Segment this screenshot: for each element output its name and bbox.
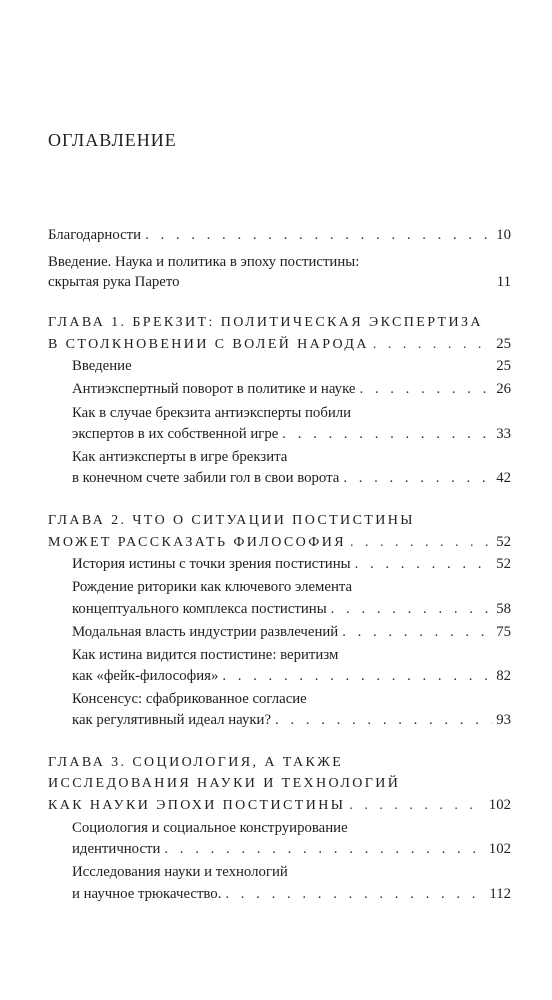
toc-section-text: Исследования науки и технологий [72,864,288,880]
dot-leader [342,622,492,642]
toc-section-text: как «фейк-философия» [72,668,219,684]
toc-entry-introduction-cont [48,272,511,292]
toc-section [72,622,511,642]
toc-page-number: 25 [496,358,511,374]
toc-section-cont [72,839,511,859]
toc-section [72,862,511,882]
toc-section-cont [72,710,511,730]
dot-leader [350,533,492,553]
dot-leader [145,225,492,245]
toc-section-cont [72,884,511,904]
toc-page-number: 33 [496,426,511,442]
toc-entry-acknowledgements [48,225,511,245]
toc-section-cont [72,666,511,686]
toc-page-number: 75 [496,624,511,640]
chapter-3-heading-cont [48,795,511,816]
toc-section [72,447,511,467]
dot-leader [349,796,484,816]
chapter-1-heading-cont [48,334,511,355]
chapter-title: ИССЛЕДОВАНИЯ НАУКИ И ТЕХНОЛОГИЙ [48,776,401,791]
chapter-3-heading-cont [48,774,511,794]
toc-section [72,818,511,838]
chapter-title: ГЛАВА 1. БРЕКЗИТ: ПОЛИТИЧЕСКАЯ ЭКСПЕРТИЗА [48,315,483,330]
toc-page-number: 10 [496,227,511,243]
toc-section-text: Рождение риторики как ключевого элемента [72,579,353,595]
dot-leader [355,554,493,574]
toc-entry-text: Благодарности [48,227,142,243]
toc-section [72,379,511,399]
toc-section-text: как регулятивный идеал науки? [72,712,272,728]
toc-page-number: 58 [496,601,511,617]
toc-section-text: Антиэкспертный поворот в политике и науке [72,381,356,397]
chapter-2-heading-cont [48,532,511,553]
toc-section-text: Консенсус: сфабрикованное согласие [72,691,307,707]
dot-leader [164,839,484,859]
toc-section-text: и научное трюкачество. [72,886,222,902]
toc-page-number: 52 [496,534,511,550]
toc-page-number: 102 [488,797,511,813]
dot-leader [222,666,492,686]
toc-section-text: в конечном счете забили гол в свои ворота [72,470,340,486]
toc-section-text: Социология и социальное конструирование [72,820,348,836]
toc-page-number: 93 [496,712,511,728]
toc-page-number: 52 [496,556,511,572]
toc-section-text: экспертов в их собственной игре [72,426,279,442]
toc-page-number: 11 [496,274,511,290]
dot-leader [359,379,492,399]
toc-page-number: 42 [496,470,511,486]
chapter-2-heading [48,511,511,531]
toc-section-text: История истины с точки зрения постистины [72,556,351,572]
chapter-title: КАК НАУКИ ЭПОХИ ПОСТИСТИНЫ [48,798,346,813]
toc-section-text: Модальная власть индустрии развлечений [72,624,339,640]
toc-page-number: 26 [496,381,511,397]
chapter-title: ГЛАВА 3. СОЦИОЛОГИЯ, А ТАКЖЕ [48,755,344,770]
toc-entry-text: Введение. Наука и политика в эпоху постистины: [48,254,360,270]
chapter-3-heading [48,753,511,773]
toc-page-number: 82 [496,668,511,684]
toc-section-text: концептуального комплекса постистины [72,601,327,617]
toc-section-text: Введение [72,358,132,374]
toc-section [72,356,511,376]
toc-section-text: Как в случае брекзита антиэксперты побили [72,405,352,421]
toc-section [72,645,511,665]
toc-page-number: 112 [489,886,511,902]
toc-page-number: 25 [496,336,511,352]
dot-leader [225,884,485,904]
toc-entry-text: скрытая рука Парето [48,274,180,290]
chapter-title: МОЖЕТ РАССКАЗАТЬ ФИЛОСОФИЯ [48,535,347,550]
dot-leader [282,424,492,444]
toc-section-text: Как истина видится постистине: веритизм [72,647,339,663]
dot-leader [373,335,492,355]
toc-section-text: Как антиэксперты в игре брекзита [72,449,288,465]
toc-entry-introduction [48,252,511,272]
toc-section [72,577,511,597]
chapter-title: В СТОЛКНОВЕНИИ С ВОЛЕЙ НАРОДА [48,337,369,352]
toc-section [72,689,511,709]
dot-leader [275,710,492,730]
toc-section-cont [72,468,511,488]
toc-section-cont [72,599,511,619]
toc-page-number: 102 [488,841,511,857]
toc-section [72,554,511,574]
chapter-title: ГЛАВА 2. ЧТО О СИТУАЦИИ ПОСТИСТИНЫ [48,513,415,528]
dot-leader [343,468,492,488]
toc-section-text: идентичности [72,841,161,857]
chapter-1-heading [48,313,511,333]
dot-leader [331,599,493,619]
page-title: ОГЛАВЛЕНИЕ [48,130,177,150]
toc-section-cont [72,424,511,444]
toc-section [72,403,511,423]
